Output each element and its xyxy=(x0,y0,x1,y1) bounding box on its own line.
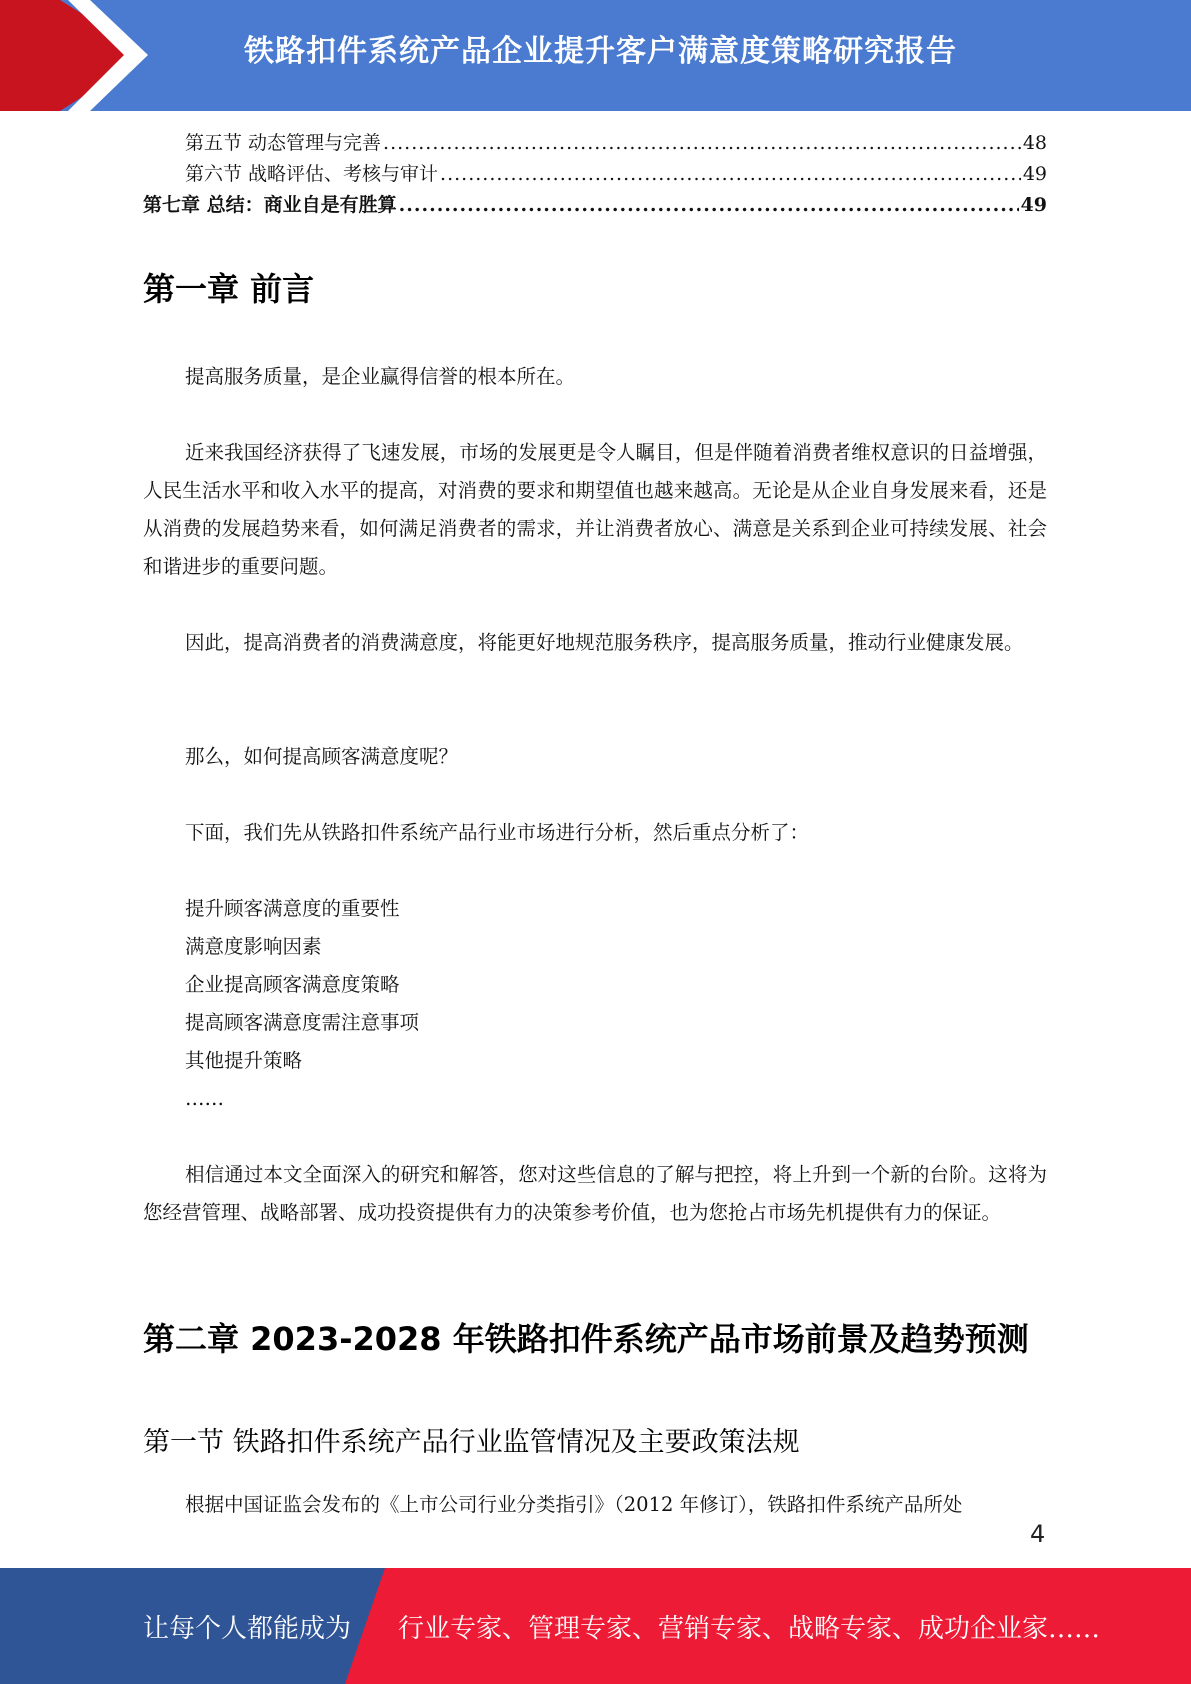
toc-entry-title: 第七章 总结：商业自是有胜算 xyxy=(143,194,397,216)
toc-entry-page: 49 xyxy=(1020,194,1047,216)
toc-leader-dots xyxy=(383,128,1021,159)
paragraph: 那么，如何提高顾客满意度呢？ xyxy=(185,745,459,768)
table-of-contents xyxy=(143,128,1047,221)
report-title: 铁路扣件系统产品企业提升客户满意度策略研究报告 xyxy=(244,34,957,69)
toc-entry-page: 49 xyxy=(1022,163,1047,185)
list-item: …… xyxy=(185,1087,224,1110)
toc-entry[interactable] xyxy=(143,159,1047,190)
toc-leader-dots xyxy=(399,190,1019,221)
list-item: 提高顾客满意度需注意事项 xyxy=(185,1011,420,1034)
toc-entry[interactable] xyxy=(143,128,1047,159)
footer-slogan-left: 让每个人都能成为 xyxy=(143,1614,352,1644)
page-footer xyxy=(0,1568,1191,1684)
list-item: 企业提高顾客满意度策略 xyxy=(185,973,400,996)
list-item: 提升顾客满意度的重要性 xyxy=(185,897,400,920)
chapter-heading: 第二章 2023-2028 年铁路扣件系统产品市场前景及趋势预测 xyxy=(143,1320,1029,1358)
toc-entry[interactable] xyxy=(143,190,1047,221)
paragraph: 提高服务质量，是企业赢得信誉的根本所在。 xyxy=(185,365,576,388)
page-header xyxy=(0,0,1191,111)
paragraph: 根据中国证监会发布的《上市公司行业分类指引》（2012 年修订），铁路扣件系统产品所处 xyxy=(185,1493,963,1516)
list-item: 满意度影响因素 xyxy=(185,935,322,958)
analysis-topic-list xyxy=(185,890,419,1118)
page-number: 4 xyxy=(1030,1520,1046,1548)
paragraph: 近来我国经济获得了飞速发展，市场的发展更是令人瞩目，但是伴随着消费者维权意识的日益增强，人民生活水平和收入水平的提高，对消费的要求和期望值也越来越高。无论是从企业自身发展来看，还是从消费的发展趋势来看，如何满足消费者的需求，并让消费者放心、满意是关系到企业可持续发展、社会和谐进步的重要问题。 xyxy=(143,441,1047,578)
toc-entry-page: 48 xyxy=(1022,132,1047,154)
paragraph: 下面，我们先从铁路扣件系统产品行业市场进行分析，然后重点分析了： xyxy=(185,821,810,844)
toc-leader-dots xyxy=(440,159,1021,190)
section-heading: 第一节 铁路扣件系统产品行业监管情况及主要政策法规 xyxy=(143,1427,800,1458)
paragraph: 相信通过本文全面深入的研究和解答，您对这些信息的了解与把控，将上升到一个新的台阶。这将为您经营管理、战略部署、成功投资提供有力的决策参考价值，也为您抢占市场先机提供有力的保证。 xyxy=(143,1163,1047,1224)
chapter-heading: 第一章 前言 xyxy=(143,270,315,308)
toc-entry-title: 第六节 战略评估、考核与审计 xyxy=(185,163,439,185)
paragraph: 因此，提高消费者的消费满意度，将能更好地规范服务秩序，提高服务质量，推动行业健康发展。 xyxy=(185,631,1024,654)
list-item: 其他提升策略 xyxy=(185,1049,303,1072)
toc-entry-title: 第五节 动态管理与完善 xyxy=(185,132,382,154)
footer-slogan-right: 行业专家、管理专家、营销专家、战略专家、成功企业家…… xyxy=(398,1614,1101,1644)
